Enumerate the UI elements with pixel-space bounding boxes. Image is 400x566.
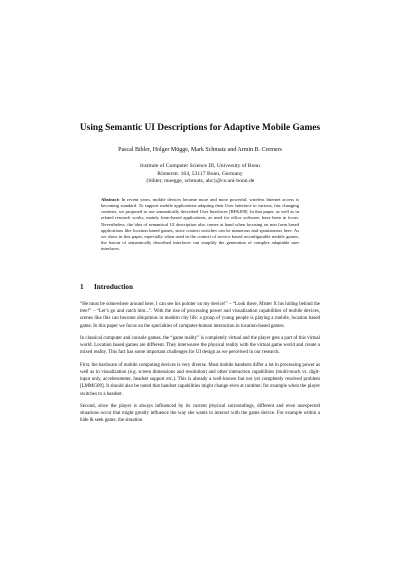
paragraph: In classical computer and console games, the “game reality” is completely virtual and the player gets a part of this virtual world. Location based games are different. They interweave the physical reality with the virtual game world and create a mixed reality. This fact has some important challenges for UI design as we perceived in our research. [80, 336, 320, 356]
paper-title: Using Semantic UI Descriptions for Adaptive Mobile Games [79, 123, 321, 133]
paper-authors: Pascal Bihler, Holger Mügge, Mark Schmatz and Armin B. Cremers [118, 147, 282, 153]
paragraph: First, the hardware of mobile computing devices is very diverse. Most mobile handsets differ a lot in processing power as well as in visualization (e.g. screen dimensions and resolution) and other interaction capabilities (multi-touch vs. digit-input only, accelerometer, headset support etc.). This is already a well-known but not yet completely resolved problem [LMMG09]. It should also be noted that handset capabilities might change even at runtime: for example when the player switches to a headset. [80, 362, 321, 397]
abstract-text: In recent years, mobile devices became more and more powerful, wireless Internet access is becoming standard. To support mobile applications adapting their User Interface to various, fast changing contexts, we proposed to use semantically described User Interfaces [BFKJ08]. In that paper, as well as in related research works, mainly form-based applications, as used for office software, have been in focus. Nevertheless, the idea of semantical UI description also comes at hand when focusing on non form based applications like location based games, since context switches can be numerous and spontaneous here. As we show in this paper, especially when used in the context of service based reconfigurable mobile games, the fusion of semantically described interfaces can simplify the generation of complex adaptable user interfaces. [101, 197, 299, 252]
section-number: 1 [80, 283, 84, 291]
affiliation-email: {bihler, muegge, schmatz, abc}@cs.uni-bonn.de [145, 178, 255, 185]
abstract [101, 197, 299, 252]
body-text [80, 301, 320, 430]
paragraph: “He must be somewhere around here, I can see his pointer on my device!” – “Look there, Mister X his hiding behind the tree!” – “Let’s go and catch him...”. With the rise of processing power and visualization capabilities of mobile devices, scenes like this can become ubiquitous in modern city life: a group of young people is playing a mobile, location based game. In this paper we focus on the specialties of computer-human interaction in location-based games. [80, 302, 320, 329]
section-heading [80, 283, 133, 292]
section-title: Introduction [94, 283, 134, 291]
affiliation-block [0, 163, 400, 186]
abstract-label: Abstract: [101, 197, 120, 202]
affiliation-street: Römerstr. 164, 53117 Bonn, Germany [157, 170, 243, 177]
affiliation-institute: Institute of Computer Science III, University of Bonn [140, 163, 260, 169]
paragraph: Second, since the player is always influenced by its current physical surroundings, different and even unexpected situations occur that might greatly influence the way she wants to interact with the game device. For example within a hide & seek game, the situation [80, 404, 320, 424]
